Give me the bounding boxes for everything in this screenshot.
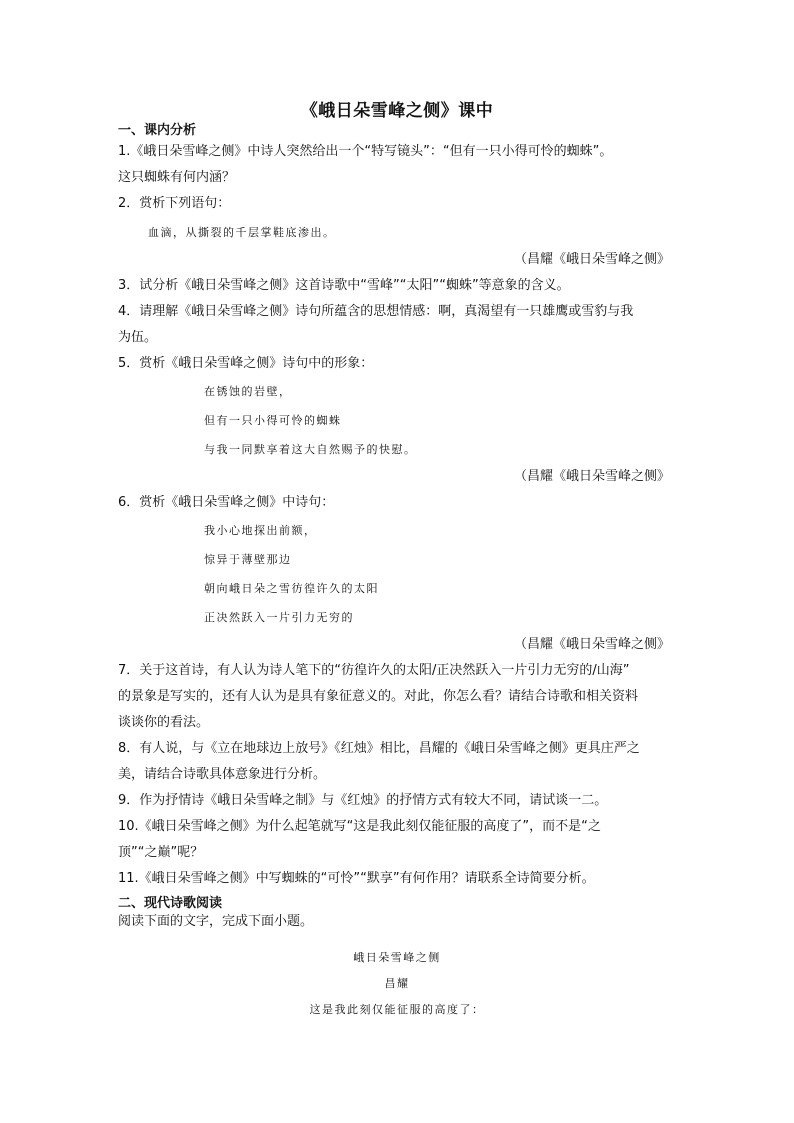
question-2-source: （昌耀《峨日朵雪峰之侧》 bbox=[513, 252, 670, 267]
document-body bbox=[118, 122, 678, 931]
poem-line: 朝向峨日朵之雪彷徨许久的太阳 bbox=[204, 582, 379, 595]
question-4-line-2: 为伍。 bbox=[118, 330, 158, 345]
question-9: 9．作为抒情诗《峨日朵雪峰之制》与《红烛》的抒情方式有较大不同，请试谈一二。 bbox=[118, 793, 608, 808]
question-4 bbox=[118, 299, 678, 351]
poem-line: 惊异于薄壁那边 bbox=[204, 553, 292, 566]
question-6: 6．赏析《峨日朵雪峰之侧》中诗句： bbox=[118, 495, 335, 510]
poem-title: 峨日朵雪峰之侧 bbox=[353, 951, 441, 964]
question-3: 3．试分析《峨日朵雪峰之侧》这首诗歌中“雪峰”“太阳”“蜘蛛”等意象的含义。 bbox=[118, 278, 570, 293]
question-6-poem bbox=[118, 516, 678, 632]
poem-first-line: 这是我此刻仅能征服的高度了： bbox=[309, 1003, 485, 1016]
question-7-line-1: 7．关于这首诗，有人认为诗人笔下的“彷徨许久的太阳/正决然跃入一片引力无穷的/山海” bbox=[118, 663, 630, 678]
page-title: 《峨日朵雪峰之侧》课中 bbox=[300, 101, 494, 121]
question-7-line-3: 谈谈你的看法。 bbox=[118, 715, 210, 730]
reading-instructions: 阅读下面的文字，完成下面小题。 bbox=[118, 914, 314, 929]
question-11: 11.《峨日朵雪峰之侧》中写蜘蛛的“可怜”“默享”有何作用？请联系全诗简要分析。 bbox=[118, 871, 595, 886]
poem-author: 昌耀 bbox=[384, 977, 410, 990]
poem-line: 在锈蚀的岩壁， bbox=[204, 385, 292, 398]
question-8 bbox=[118, 736, 678, 788]
poem-line: 但有一只小得可怜的蜘蛛 bbox=[204, 414, 342, 427]
question-10-line-2: 顶”“之巅”呢？ bbox=[118, 845, 204, 860]
question-7-line-2: 的景象是写实的，还有人认为是具有象征意义的。对此，你怎么看？请结合诗歌和相关资料 bbox=[118, 689, 639, 704]
reading-poem bbox=[0, 945, 794, 1023]
poem-line: 与我一同默享着这大自然赐予的快慰。 bbox=[204, 443, 417, 456]
question-1-line-1: 1.《峨日朵雪峰之侧》中诗人突然给出一个“特写镜头”：“但有一只小得可怜的蜘蛛”。 bbox=[118, 144, 613, 159]
question-1 bbox=[118, 139, 678, 191]
section-heading-2: 二、现代诗歌阅读 bbox=[118, 896, 223, 911]
question-8-line-2: 美，请结合诗歌具体意象进行分析。 bbox=[118, 767, 327, 782]
question-8-line-1: 8．有人说，与《立在地球边上放号》《红烛》相比，昌耀的《峨日朵雪峰之侧》更具庄严之 bbox=[118, 741, 640, 756]
question-1-line-2: 这只蜘蛛有何内涵？ bbox=[118, 170, 236, 185]
question-5-poem bbox=[118, 377, 678, 464]
question-4-line-1: 4．请理解《峨日朵雪峰之侧》诗句所蕴含的思想情感：啊，真渴望有一只雄鹰或雪豹与我 bbox=[118, 304, 634, 319]
question-10 bbox=[118, 814, 678, 866]
question-5: 5．赏析《峨日朵雪峰之侧》诗句中的形象： bbox=[118, 356, 374, 371]
poem-line: 我小心地探出前额， bbox=[204, 524, 317, 537]
question-2-poem: 血滴，从撕裂的千层掌鞋底渗出。 bbox=[148, 226, 336, 239]
question-6-source: （昌耀《峨日朵雪峰之侧》 bbox=[513, 637, 670, 652]
question-5-source: （昌耀《峨日朵雪峰之侧》 bbox=[513, 469, 670, 484]
section-heading-1: 一、课内分析 bbox=[118, 123, 197, 138]
question-7 bbox=[118, 658, 678, 736]
question-2: 2．赏析下列语句： bbox=[118, 196, 231, 211]
question-10-line-1: 10.《峨日朵雪峰之侧》为什么起笔就写“这是我此刻仅能征服的高度了”，而不是“之 bbox=[118, 819, 601, 834]
poem-line: 正决然跃入一片引力无穷的 bbox=[204, 611, 354, 624]
